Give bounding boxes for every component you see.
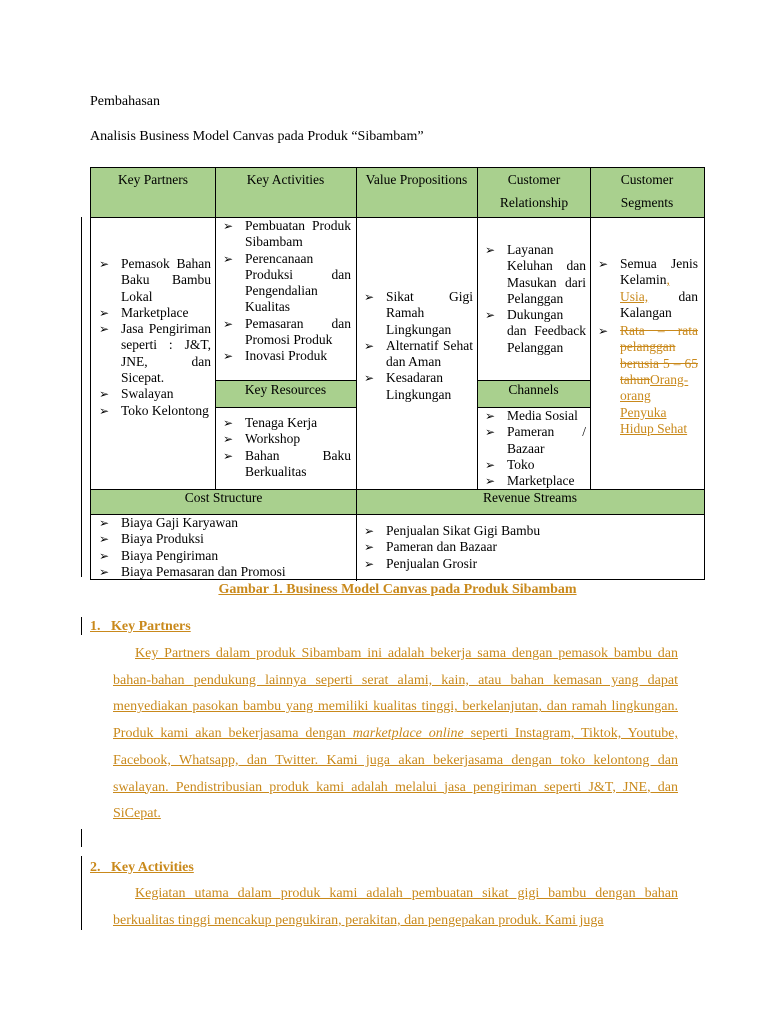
value-propositions-cell [358,289,473,403]
key-partners-paragraph: Key Partners dalam produk Sibambam ini adalah bekerja sama dengan pemasok bambu dan bahan-bahan pendukung lainnya seperti serat alami, kain, atau bahan kemasan yang dapat menyediakan pasokan bambu yang memiliki kualitas tinggi, berkelanjutan, dan ramah lingkungan. Produk kami akan bekerjasama dengan marketplace online seperti Instagram, Tiktok, Youtube, Facebook, Whatsapp, dan Twitter. Kami juga akan bekerjasama dengan toko kelontong dan swalayan. Pendistribusian produk kami adalah melalui jasa pengiriman seperti J&T, JNE, dan SiCepat. [113,646,678,822]
header-key-activities: Key Activities [246,172,325,187]
header-key-resources: Key Resources [244,382,327,397]
arrowhead-bullet-icon: ➢ [485,425,496,440]
list-item: ➢ Marketplace [485,473,575,489]
arrowhead-bullet-icon: ➢ [223,251,234,266]
arrowhead-bullet-icon: ➢ [485,457,496,472]
arrowhead-bullet-icon: ➢ [364,371,375,386]
list-item: ➢ Alternatif Sehat dan Aman [364,337,473,370]
grid-line [590,168,591,489]
section-heading-key-activities: 2. Key Activities [90,860,194,875]
list-item: ➢ Penjualan Sikat Gigi Bambu [364,523,541,538]
arrowhead-bullet-icon: ➢ [99,387,110,402]
list-item: ➢ Toko [485,456,535,472]
list-item: ➢ Swalayan [99,386,174,402]
grid-line [91,217,704,218]
list-item: ➢ Pemasok Bahan Baku Bambu Lokal [99,256,211,304]
cost-structure-cell [93,515,351,580]
arrowhead-bullet-icon: ➢ [364,556,375,571]
revision-bar [81,617,82,635]
deleted-text: Rata – rata pelanggan berusia 5 – 65 tahun [620,323,698,388]
list-item: ➢ Layanan Keluhan dan Masukan dari Pelanggan [485,242,586,306]
list-item: ➢ Biaya Gaji Karyawan [99,515,238,530]
arrowhead-bullet-icon: ➢ [99,403,110,418]
revision-bar [81,829,82,847]
list-item: ➢ Tenaga Kerja [223,415,318,430]
figure-caption: Gambar 1. Business Model Canvas pada Produk Sibambam [218,582,577,597]
channels-cell [479,408,586,489]
arrowhead-bullet-icon: ➢ [364,540,375,555]
revision-bar [81,856,82,930]
list-item: ➢ Biaya Pengiriman [99,547,219,563]
business-model-canvas [90,167,705,580]
header-customer-relationship: Customer Relationship [499,172,569,210]
list-item: ➢ Jasa Pengiriman seperti : J&T, JNE, dan Sicepat. [99,321,211,386]
arrowhead-bullet-icon: ➢ [364,338,375,353]
list-item: ➢ Pameran / Bazaar [485,424,586,456]
list-item: ➢ Biaya Produksi [99,531,204,547]
arrowhead-bullet-icon: ➢ [485,409,496,423]
arrowhead-bullet-icon: ➢ [485,308,496,323]
grid-line [477,168,478,489]
list-item [592,323,698,437]
inserted-text: Usia, [620,288,649,304]
arrowhead-bullet-icon: ➢ [99,564,110,579]
arrowhead-bullet-icon: ➢ [364,290,375,304]
arrowhead-bullet-icon: ➢ [223,432,234,447]
list-item: ➢ Semua Jenis Kelamin, Usia, dan Kalangan [598,256,698,320]
list-item: ➢ Sikat Gigi Ramah Lingkungan [364,289,473,337]
header-key-partners: Key Partners [117,172,189,187]
list-item: ➢ Pameran dan Bazaar [364,539,497,555]
arrowhead-bullet-icon: ➢ [485,243,496,257]
arrowhead-bullet-icon: ➢ [223,219,234,233]
key-partners-cell [93,256,211,419]
list-item: ➢ Marketplace [99,304,189,320]
header-channels: Channels [508,382,559,397]
header-value-propositions: Value Propositions [365,172,468,187]
list-item: ➢ Pemasaran dan Promosi Produk [223,315,351,348]
revenue-streams-cell [358,523,698,572]
arrowhead-bullet-icon: ➢ [99,516,110,530]
list-item: ➢ Bahan Baku Berkualitas [223,447,351,479]
inserted-text: Orang-orang Penyuka Hidup Sehat [620,372,689,436]
grid-line [215,168,216,489]
list-item: ➢ Perencanaan Produksi dan Pengendalian Kualitas [223,250,351,315]
list-item: ➢ Dukungan dan Feedback Pelanggan [485,307,586,355]
list-item: ➢ Kesadaran Lingkungan [364,370,452,402]
list-item: ➢ Penjualan Grosir [364,555,478,571]
list-item: ➢ Pembuatan Produk Sibambam [223,218,351,250]
arrowhead-bullet-icon: ➢ [485,474,496,489]
grid-line [215,407,356,408]
arrowhead-bullet-icon: ➢ [99,532,110,547]
header-revenue-streams: Revenue Streams [482,490,578,505]
revision-bar [81,217,82,577]
arrowhead-bullet-icon: ➢ [364,524,375,538]
arrowhead-bullet-icon: ➢ [99,322,110,337]
list-item: ➢ Media Sosial [485,408,578,423]
arrowhead-bullet-icon: ➢ [223,349,234,364]
arrowhead-bullet-icon: ➢ [223,448,234,463]
arrowhead-bullet-icon: ➢ [223,316,234,331]
arrowhead-bullet-icon: ➢ [223,416,234,430]
key-resources-cell [217,415,351,480]
section-heading-key-partners: 1. Key Partners [90,619,191,634]
arrowhead-bullet-icon: ➢ [99,257,110,271]
key-activities-cell [217,218,351,365]
arrowhead-bullet-icon: ➢ [99,548,110,563]
list-item: ➢ Inovasi Produk [223,348,328,364]
list-item: ➢ Toko Kelontong [99,402,209,418]
grid-line [356,168,357,581]
section-heading: Pembahasan [90,94,160,109]
customer-segments-cell [592,256,698,437]
key-activities-paragraph: Kegiatan utama dalam produk kami adalah pembuatan sikat gigi bambu dengan bahan berkualitas tinggi mencakup pengukiran, perakitan, dan pengepakan produk. Kami juga [113,886,678,928]
canvas-subtitle: Analisis Business Model Canvas pada Produk “Sibambam” [90,129,424,144]
list-item: ➢ Biaya Pemasaran dan Promosi [99,563,286,579]
arrowhead-bullet-icon: ➢ [99,305,110,320]
header-customer-segments: Customer Segments [620,172,674,210]
list-item: ➢ Workshop [223,431,301,447]
customer-relationship-cell [479,242,586,356]
arrowhead-bullet-icon: ➢ [598,257,609,271]
arrowhead-bullet-icon: ➢ [598,324,609,339]
header-cost-structure: Cost Structure [184,490,263,505]
